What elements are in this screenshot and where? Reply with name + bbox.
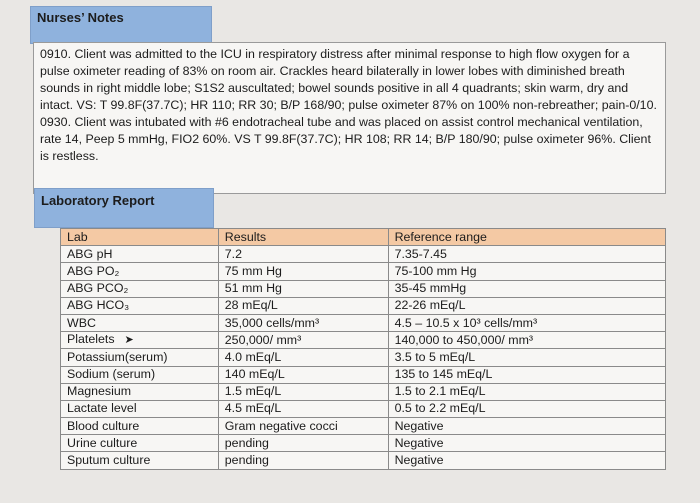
lab-name: WBC xyxy=(61,314,219,331)
table-row xyxy=(61,349,666,366)
lab-result: pending xyxy=(218,452,388,469)
lab-name: Magnesium xyxy=(61,383,219,400)
lab-result: 4.5 mEq/L xyxy=(218,400,388,417)
table-row xyxy=(61,435,666,452)
nurses-notes-content xyxy=(33,42,666,194)
lab-result: 4.0 mEq/L xyxy=(218,349,388,366)
lab-name: Platelets xyxy=(67,332,115,347)
table-row xyxy=(61,297,666,314)
lab-reference: 35-45 mmHg xyxy=(388,280,665,297)
lab-name: ABG HCO₃ xyxy=(61,297,219,314)
nurses-notes-tab[interactable] xyxy=(30,6,212,44)
mouse-cursor-icon: ➤ xyxy=(124,334,134,347)
lab-result: 51 mm Hg xyxy=(218,280,388,297)
table-row xyxy=(61,418,666,435)
lab-result: 1.5 mEq/L xyxy=(218,383,388,400)
lab-results-table xyxy=(60,228,666,470)
lab-name: ABG pH xyxy=(61,246,219,263)
lab-name: Lactate level xyxy=(61,400,219,417)
lab-name: ABG PO₂ xyxy=(61,263,219,280)
lab-reference: 135 to 145 mEq/L xyxy=(388,366,665,383)
table-header-row xyxy=(61,229,666,246)
lab-reference: 4.5 – 10.5 x 10³ cells/mm³ xyxy=(388,314,665,331)
lab-reference: Negative xyxy=(388,435,665,452)
laboratory-report-tab[interactable] xyxy=(34,188,214,228)
lab-reference: 75-100 mm Hg xyxy=(388,263,665,280)
table-row xyxy=(61,383,666,400)
table-row xyxy=(61,246,666,263)
lab-result: 7.2 xyxy=(218,246,388,263)
nurses-notes-title: Nurses’ Notes xyxy=(37,10,124,25)
lab-result: 28 mEq/L xyxy=(218,297,388,314)
lab-reference: Negative xyxy=(388,452,665,469)
lab-name: Sodium (serum) xyxy=(61,366,219,383)
header-results: Results xyxy=(218,229,388,246)
lab-name: Sputum culture xyxy=(61,452,219,469)
table-row xyxy=(61,314,666,331)
lab-result: 75 mm Hg xyxy=(218,263,388,280)
lab-result: 35,000 cells/mm³ xyxy=(218,314,388,331)
lab-reference: Negative xyxy=(388,418,665,435)
lab-name: ABG PCO₂ xyxy=(61,280,219,297)
note-entry-0930: 0930. Client was intubated with #6 endotracheal tube and was placed on assist control mechanical ventilation, rate 14, Peep 5 mmHg, FIO2 60%. VS T 99.8F(37.7C); HR 108; RR 14; B/P 180/90; pulse oximeter 96%. Client is restless. xyxy=(40,115,651,163)
lab-name: Potassium(serum) xyxy=(61,349,219,366)
laboratory-report-title: Laboratory Report xyxy=(41,193,155,208)
lab-result: pending xyxy=(218,435,388,452)
lab-result: 250,000/ mm³ xyxy=(218,332,388,349)
lab-reference: 1.5 to 2.1 mEq/L xyxy=(388,383,665,400)
table-row xyxy=(61,400,666,417)
lab-reference: 0.5 to 2.2 mEq/L xyxy=(388,400,665,417)
table-row xyxy=(61,263,666,280)
lab-name: Blood culture xyxy=(61,418,219,435)
lab-reference: 3.5 to 5 mEq/L xyxy=(388,349,665,366)
table-row xyxy=(61,366,666,383)
lab-reference: 140,000 to 450,000/ mm³ xyxy=(388,332,665,349)
lab-result: Gram negative cocci xyxy=(218,418,388,435)
lab-reference: 7.35-7.45 xyxy=(388,246,665,263)
lab-result: 140 mEq/L xyxy=(218,366,388,383)
lab-name: Urine culture xyxy=(61,435,219,452)
lab-name-cell xyxy=(61,332,219,349)
lab-reference: 22-26 mEq/L xyxy=(388,297,665,314)
table-row xyxy=(61,332,666,349)
header-reference-range: Reference range xyxy=(388,229,665,246)
note-entry-0910: 0910. Client was admitted to the ICU in respiratory distress after minimal response to high flow oxygen for a pulse oximeter reading of 83% on room air. Crackles heard bilaterally in lower lobes with diminished breath sounds in right middle lobe; S1S2 auscultated; bowel sounds positive in all 4 quadrants; skin warm, dry and intact. VS: T 99.8F(37.7C); HR 110; RR 30; B/P 168/90; pulse oximeter 87% on 100% non-rebreather; pain-0/10. xyxy=(40,47,657,112)
header-lab: Lab xyxy=(61,229,219,246)
table-row xyxy=(61,452,666,469)
table-row xyxy=(61,280,666,297)
